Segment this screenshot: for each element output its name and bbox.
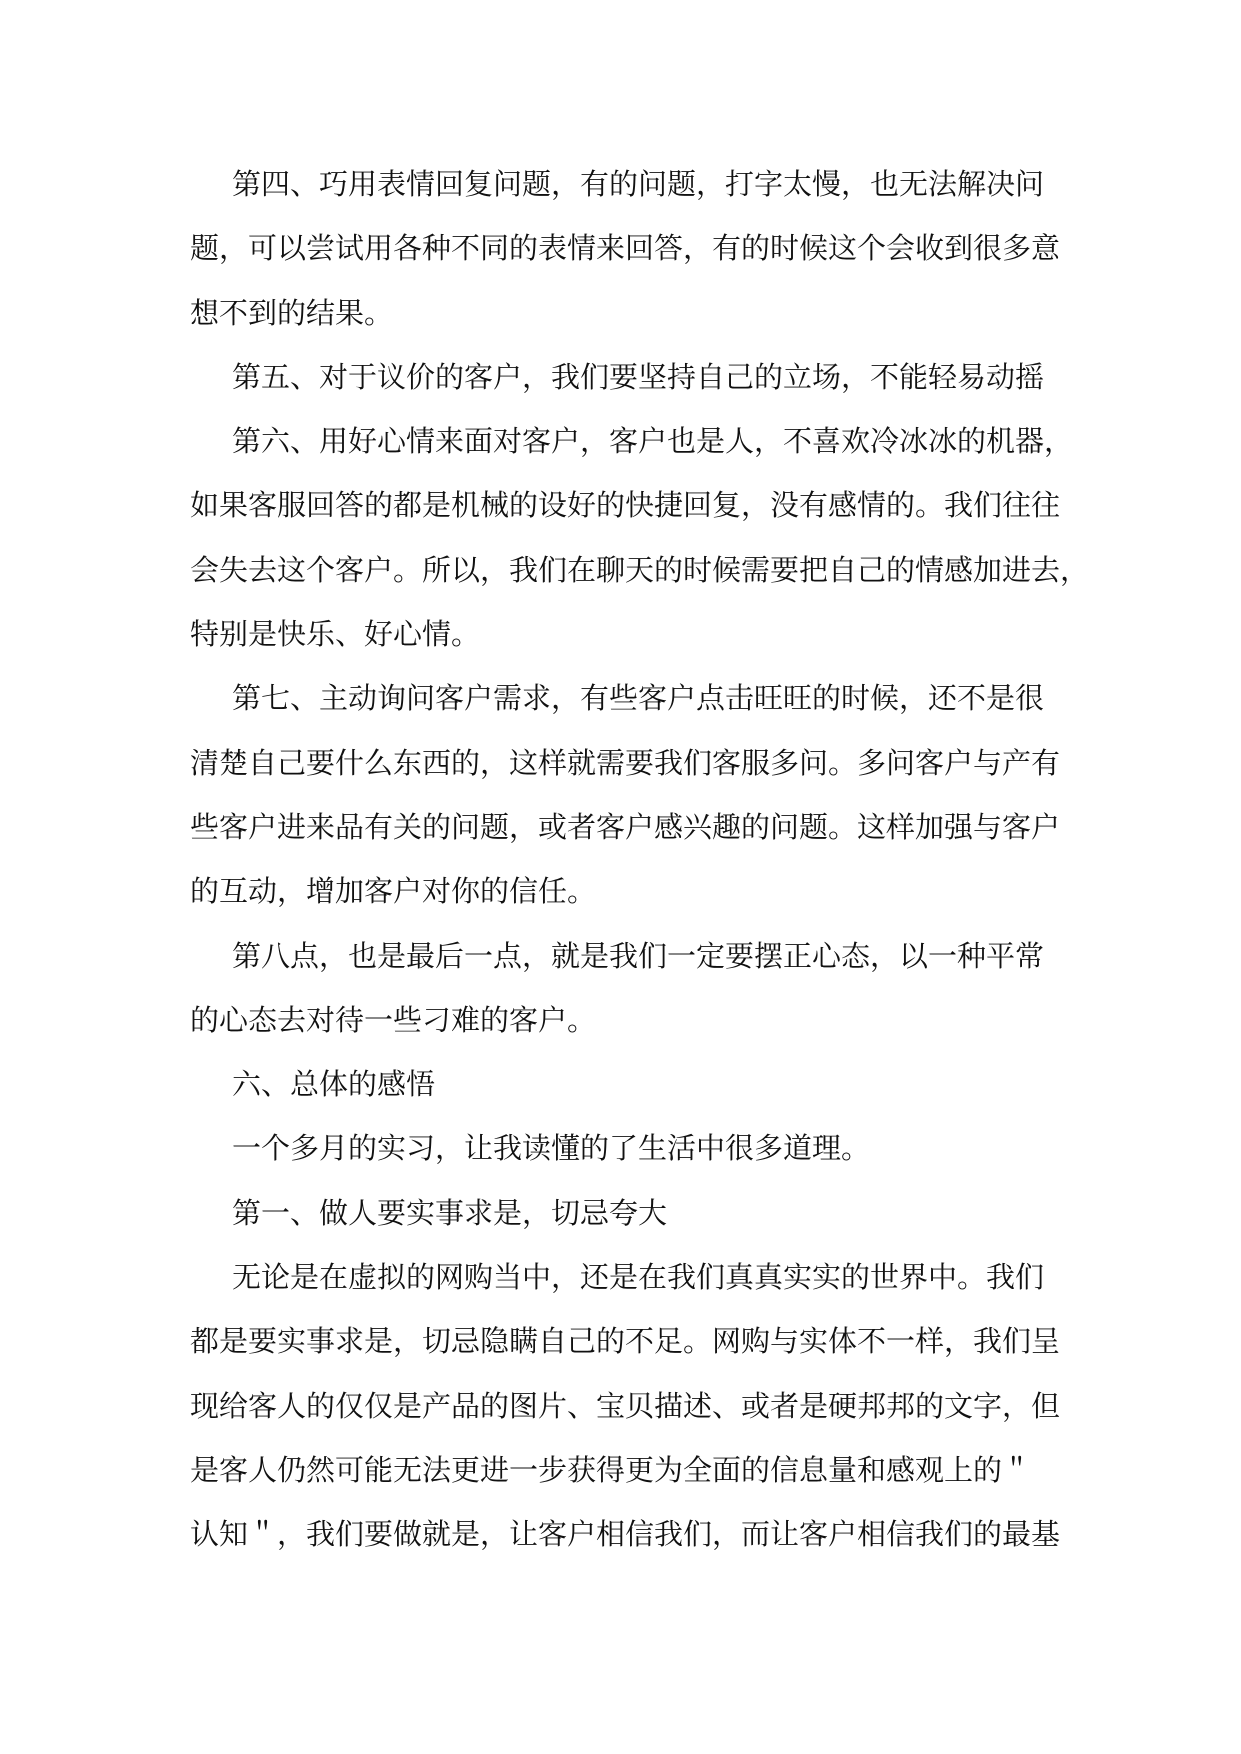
section-heading: 六、总体的感悟 bbox=[232, 1067, 436, 1102]
text-line: 第六、用好心情来面对客户，客户也是人，不喜欢冷冰冰的机器， bbox=[232, 424, 1074, 459]
text-line: 无论是在虚拟的网购当中，还是在我们真真实实的世界中。我们 bbox=[232, 1260, 1045, 1295]
text-line: 一个多月的实习，让我读懂的了生活中很多道理。 bbox=[232, 1131, 871, 1166]
text-line: 第四、巧用表情回复问题，有的问题，打字太慢，也无法解决问 bbox=[232, 167, 1045, 201]
text-line: 是客人仍然可能无法更进一步获得更为全面的信息量和感观上的＂ bbox=[190, 1452, 1032, 1487]
text-line: 题，可以尝试用各种不同的表情来回答，有的时候这个会收到很多意 bbox=[190, 231, 1061, 266]
text-line: 些客户进来品有关的问题，或者客户感兴趣的问题。这样加强与客户 bbox=[190, 809, 1061, 844]
text-line: 的互动，增加客户对你的信任。 bbox=[190, 874, 597, 909]
text-line: 都是要实事求是，切忌隐瞒自己的不足。网购与实体不一样，我们呈 bbox=[190, 1324, 1061, 1359]
text-line: 第七、主动询问客户需求，有些客户点击旺旺的时候，还不是很 bbox=[232, 681, 1045, 716]
text-line: 的心态去对待一些刁难的客户。 bbox=[190, 1002, 597, 1037]
text-line: 会失去这个客户。所以，我们在聊天的时候需要把自己的情感加进去， bbox=[190, 552, 1090, 587]
text-line: 现给客人的仅仅是产品的图片、宝贝描述、或者是硬邦邦的文字，但 bbox=[190, 1388, 1061, 1423]
text-line: 认知＂，我们要做就是，让客户相信我们，而让客户相信我们的最基 bbox=[190, 1517, 1061, 1552]
text-line: 特别是快乐、好心情。 bbox=[190, 617, 481, 652]
text-line: 第八点，也是最后一点，就是我们一定要摆正心态，以一种平常 bbox=[232, 938, 1045, 973]
text-line: 如果客服回答的都是机械的设好的快捷回复，没有感情的。我们往往 bbox=[190, 488, 1061, 523]
text-line: 清楚自己要什么东西的，这样就需要我们客服多问。多问客户与产有 bbox=[190, 745, 1061, 780]
text-line: 想不到的结果。 bbox=[190, 295, 394, 330]
text-line: 第一、做人要实事求是，切忌夸大 bbox=[232, 1195, 668, 1230]
text-line: 第五、对于议价的客户，我们要坚持自己的立场，不能轻易动摇 bbox=[232, 359, 1045, 394]
body-text bbox=[190, 152, 1090, 1567]
